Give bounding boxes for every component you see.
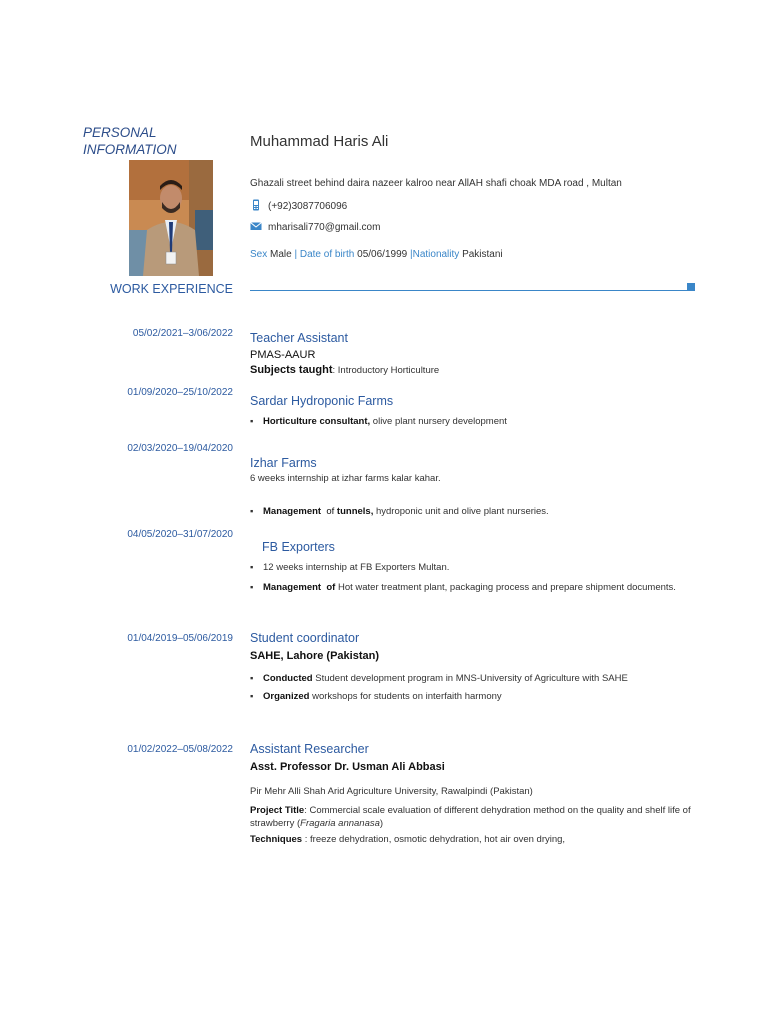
job-date: 01/02/2022–05/08/2022	[127, 744, 233, 755]
bullet-text: 12 weeks internship at FB Exporters Multan.	[263, 562, 450, 573]
personal-details-row	[250, 249, 503, 260]
bullet-text: workshops for students on interfaith harmony	[309, 691, 502, 702]
job-date: 01/09/2020–25/10/2022	[127, 387, 233, 398]
phone-number[interactable]: (+92)3087706096	[268, 201, 348, 212]
subjects-label: Subjects taught	[250, 364, 333, 376]
nationality-value: Pakistani	[462, 249, 503, 260]
project-species: Fragaria annanasa	[300, 818, 380, 829]
email-address[interactable]: mharisali770@gmail.com	[268, 222, 381, 233]
phone-icon	[250, 199, 262, 211]
project-text: : Commercial scale evaluation of different dehydration method on the quality and shelf life of strawberry (	[250, 805, 691, 829]
job-bullet	[250, 582, 676, 593]
techniques	[250, 834, 565, 845]
job-date: 05/02/2021–3/06/2022	[132, 328, 233, 339]
dob-label: Date of birth	[299, 249, 355, 260]
bullet-marker: ▪	[250, 673, 254, 684]
job-date: 02/03/2020–19/04/2020	[127, 443, 233, 454]
bullet-marker: ▪	[250, 562, 254, 573]
job-title: Student coordinator	[250, 631, 360, 645]
supervisor: Asst. Professor Dr. Usman Ali Abbasi	[250, 761, 445, 773]
job-bullet	[250, 416, 507, 427]
sex-label: Sex	[250, 249, 268, 260]
job-date: 01/04/2019–05/06/2019	[127, 633, 233, 644]
email-row	[250, 220, 380, 233]
sex-value: Male	[270, 249, 292, 260]
job-date: 04/05/2020–31/07/2020	[127, 529, 233, 540]
job-bullet	[250, 673, 628, 684]
job-organization: SAHE, Lahore (Pakistan)	[250, 650, 379, 662]
job-title: Teacher Assistant	[250, 331, 348, 345]
profile-photo	[129, 160, 213, 276]
section-label-personal-information: PERSONAL INFORMATION	[83, 125, 177, 157]
section-divider-marker	[687, 283, 695, 291]
bullet-text: Hot water treatment plant, packaging process and prepare shipment documents.	[337, 582, 676, 593]
bullet-plain: of	[321, 582, 338, 593]
job-description: 6 weeks internship at izhar farms kalar kahar.	[250, 473, 441, 484]
bullet-text: olive plant nursery development	[370, 416, 507, 427]
subjects-value: : Introductory Horticulture	[332, 365, 440, 376]
bullet-bold: Organized	[263, 691, 310, 702]
bullet-bold: Horticulture consultant,	[263, 416, 371, 427]
bullet-text: Student development program in MNS-University of Agriculture with SAHE	[312, 673, 628, 684]
bullet-marker: ▪	[250, 691, 254, 702]
bullet-text: hydroponic unit and olive plant nurseries.	[373, 506, 549, 517]
job-subjects	[250, 364, 439, 376]
bullet-bold: Conducted	[263, 673, 313, 684]
university: Pir Mehr Alli Shah Arid Agriculture University, Rawalpindi (Pakistan)	[250, 786, 533, 797]
bullet-bold: tunnels,	[336, 506, 374, 517]
job-title: Assistant Researcher	[250, 742, 369, 756]
section-label-work-experience: WORK EXPERIENCE	[110, 282, 233, 296]
bullet-bold: Management	[263, 582, 322, 593]
project-title	[250, 804, 698, 830]
bullet-marker: ▪	[250, 582, 254, 593]
project-label: Project Title	[250, 805, 305, 816]
bullet-marker: ▪	[250, 506, 254, 517]
job-bullet	[250, 506, 549, 517]
separator: |	[294, 249, 298, 260]
project-close: )	[379, 818, 384, 829]
section-divider	[250, 290, 692, 291]
nationality-label: Nationality	[412, 249, 460, 260]
phone-row	[250, 199, 347, 212]
bullet-plain: of	[321, 506, 337, 517]
email-icon	[250, 220, 262, 232]
job-bullet	[250, 691, 502, 702]
job-title: Izhar Farms	[250, 456, 317, 470]
job-title: Sardar Hydroponic Farms	[250, 394, 394, 408]
bullet-bold: Management	[263, 506, 322, 517]
job-organization: PMAS-AAUR	[250, 349, 316, 361]
separator: |	[409, 249, 413, 260]
full-name: Muhammad Haris Ali	[250, 133, 389, 150]
address: Ghazali street behind daira nazeer kalroo near AllAH shafi choak MDA road , Multan	[250, 178, 622, 189]
dob-value: 05/06/1999	[357, 249, 408, 260]
bullet-marker: ▪	[250, 416, 254, 427]
job-bullet	[250, 562, 449, 573]
techniques-label: Techniques	[250, 834, 303, 845]
job-title: FB Exporters	[262, 540, 335, 554]
techniques-text: : freeze dehydration, osmotic dehydration, hot air oven drying,	[302, 834, 566, 845]
